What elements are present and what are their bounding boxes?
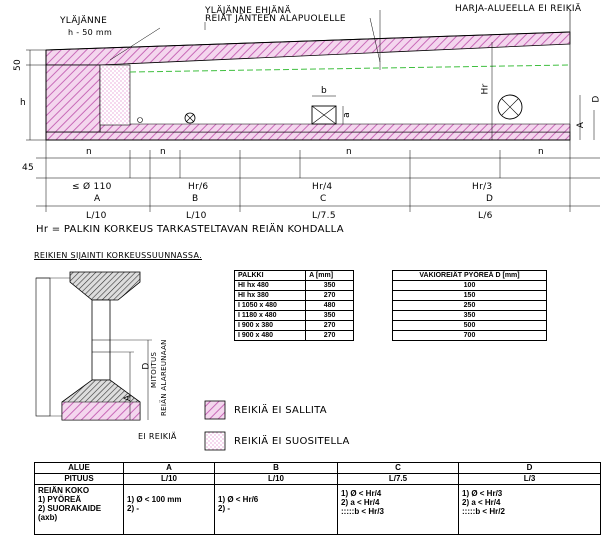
alue-header: ALUE bbox=[35, 463, 124, 474]
hole-diameter: 700 bbox=[393, 331, 547, 341]
hole-diameter: 150 bbox=[393, 291, 547, 301]
zone-letter-a: A bbox=[94, 194, 101, 204]
beam-name: I 900 x 380 bbox=[235, 321, 306, 331]
beam-a-value: 480 bbox=[306, 301, 354, 311]
beam-a-value: 270 bbox=[306, 291, 354, 301]
zone-table-koko-row bbox=[35, 485, 601, 535]
koko-rule: 2) a < Hr/4 bbox=[462, 498, 501, 507]
zone-letter-d: D bbox=[486, 194, 494, 204]
harja-alueella-label: HARJA-ALUEELLA EI REIKIÄ bbox=[455, 4, 582, 14]
table-row bbox=[235, 311, 354, 321]
mitoitus-label: MITOITUS bbox=[150, 351, 158, 388]
hole-table-header: VAKIOREIÄT PYÖREÄ D [mm] bbox=[393, 271, 547, 281]
alue-b: B bbox=[215, 463, 338, 474]
beam-a-value: 350 bbox=[306, 311, 354, 321]
pituus-a: L/10 bbox=[124, 474, 215, 485]
koko-rule: 2) a < Hr/4 bbox=[341, 498, 380, 507]
table-row bbox=[393, 301, 547, 311]
footnote: Hr = PALKIN KORKEUS TARKASTELTAVAN REIÄN KOHDALLA bbox=[36, 224, 344, 235]
zone-letter-b: B bbox=[192, 194, 199, 204]
reian-koko-header bbox=[35, 485, 124, 535]
section-title: REIKIEN SIJAINTI KORKEUSSUUNNASSA. bbox=[34, 251, 202, 260]
alue-d: D bbox=[459, 463, 601, 474]
koko-line: REIÄN KOKO bbox=[38, 486, 90, 495]
legend-not-recommended: REIKIÄ EI SUOSITELLA bbox=[234, 436, 350, 447]
table-row bbox=[235, 281, 354, 291]
dim-45: 45 bbox=[22, 163, 35, 173]
ei-reikia-label: EI REIKIÄ bbox=[138, 432, 177, 441]
pituus-b: L/10 bbox=[215, 474, 338, 485]
zone-limit-b: Hr/6 bbox=[188, 182, 209, 192]
beam-table-header-a: A [mm] bbox=[306, 271, 354, 281]
table-row bbox=[393, 291, 547, 301]
koko-rule: :::::b < Hr/2 bbox=[462, 507, 505, 516]
zone-limit-c: Hr/4 bbox=[312, 182, 333, 192]
koko-line: 2) SUORAKAIDE bbox=[38, 504, 102, 513]
zone-length-c: L/7.5 bbox=[312, 211, 336, 221]
koko-rule: :::::b < Hr/3 bbox=[341, 507, 384, 516]
dim-50: 50 bbox=[13, 58, 24, 72]
zone-letter-c: C bbox=[320, 194, 327, 204]
zone-table-pituus-row bbox=[35, 474, 601, 485]
beam-a-value: 270 bbox=[306, 331, 354, 341]
beam-a-value: 270 bbox=[306, 321, 354, 331]
koko-line: (axb) bbox=[38, 513, 58, 522]
dim-hr: Hr bbox=[480, 83, 491, 95]
koko-cell-a bbox=[124, 485, 215, 535]
beam-table bbox=[234, 270, 354, 341]
legend-hatch-swatch bbox=[205, 401, 225, 419]
beam-name: HI hx 380 bbox=[235, 291, 306, 301]
beam-name: I 1050 x 480 bbox=[235, 301, 306, 311]
koko-rule: 2) - bbox=[127, 504, 139, 513]
dim-a-small: a bbox=[341, 112, 352, 118]
reian-alareunaan-label: REIÄN ALAREUNAAN bbox=[160, 339, 168, 416]
n-label-2: n bbox=[160, 147, 167, 157]
table-row bbox=[393, 331, 547, 341]
reiat-janteen-label: REIÄT JÄNTEEN ALAPUOLELLE bbox=[205, 14, 346, 24]
hole-diameter: 350 bbox=[393, 311, 547, 321]
legend-dots-swatch bbox=[205, 432, 225, 450]
table-row bbox=[235, 301, 354, 311]
n-label-1: n bbox=[86, 147, 93, 157]
pituus-c: L/7.5 bbox=[338, 474, 459, 485]
beam-name: HI hx 480 bbox=[235, 281, 306, 291]
section-dim-a: A bbox=[123, 394, 134, 402]
table-row bbox=[393, 321, 547, 331]
beam-table-header-palkki: PALKKI bbox=[235, 271, 306, 281]
cross-section bbox=[36, 272, 152, 420]
zone-length-d: L/6 bbox=[478, 211, 493, 221]
table-row bbox=[393, 311, 547, 321]
n-label-3: n bbox=[346, 147, 353, 157]
section-dim-d: D bbox=[141, 362, 152, 370]
koko-cell-b bbox=[215, 485, 338, 535]
zone-length-a: L/10 bbox=[86, 211, 107, 221]
dim-d: D bbox=[591, 95, 602, 103]
zone-length-b: L/10 bbox=[186, 211, 207, 221]
ylajanne-ehjana-label: YLÄJÄNNE EHJÄNÄ bbox=[205, 6, 292, 16]
koko-cell-c bbox=[338, 485, 459, 535]
hole-table-header-row bbox=[393, 271, 547, 281]
hole-diameter: 250 bbox=[393, 301, 547, 311]
koko-rule: 1) Ø < Hr/6 bbox=[218, 495, 259, 504]
dim-h: h bbox=[20, 98, 27, 108]
hole-diameter: 100 bbox=[393, 281, 547, 291]
hole-table bbox=[392, 270, 547, 341]
legend-not-allowed: REIKIÄ EI SALLITA bbox=[234, 405, 327, 416]
table-row bbox=[235, 291, 354, 301]
beam-name: I 900 x 480 bbox=[235, 331, 306, 341]
beam-name: I 1180 x 480 bbox=[235, 311, 306, 321]
zone-table-alue-row bbox=[35, 463, 601, 474]
koko-rule: 2) - bbox=[218, 504, 230, 513]
alue-c: C bbox=[338, 463, 459, 474]
koko-rule: 1) Ø < Hr/3 bbox=[462, 489, 503, 498]
zone-table bbox=[34, 462, 601, 535]
pituus-d: L/3 bbox=[459, 474, 601, 485]
beam-a-value: 350 bbox=[306, 281, 354, 291]
zone-limit-a: ≤ Ø 110 bbox=[72, 182, 112, 192]
table-row bbox=[235, 321, 354, 331]
beam-table-header bbox=[235, 271, 354, 281]
hole-diameter: 500 bbox=[393, 321, 547, 331]
dim-b: b bbox=[321, 86, 328, 96]
pituus-header: PITUUS bbox=[35, 474, 124, 485]
koko-line: 1) PYÖREÄ bbox=[38, 495, 82, 504]
dimension-lines bbox=[36, 140, 600, 212]
zone-limit-d: Hr/3 bbox=[472, 182, 493, 192]
ylajanne-label: YLÄJÄNNE bbox=[60, 16, 108, 26]
n-label-4: n bbox=[538, 147, 545, 157]
koko-rule: 1) Ø < 100 mm bbox=[127, 495, 182, 504]
ylajanne-dim: h - 50 mm bbox=[68, 28, 113, 37]
alue-a: A bbox=[124, 463, 215, 474]
koko-rule: 1) Ø < Hr/4 bbox=[341, 489, 382, 498]
table-row bbox=[235, 331, 354, 341]
koko-cell-d bbox=[459, 485, 601, 535]
dim-a: A bbox=[576, 121, 587, 129]
table-row bbox=[393, 281, 547, 291]
